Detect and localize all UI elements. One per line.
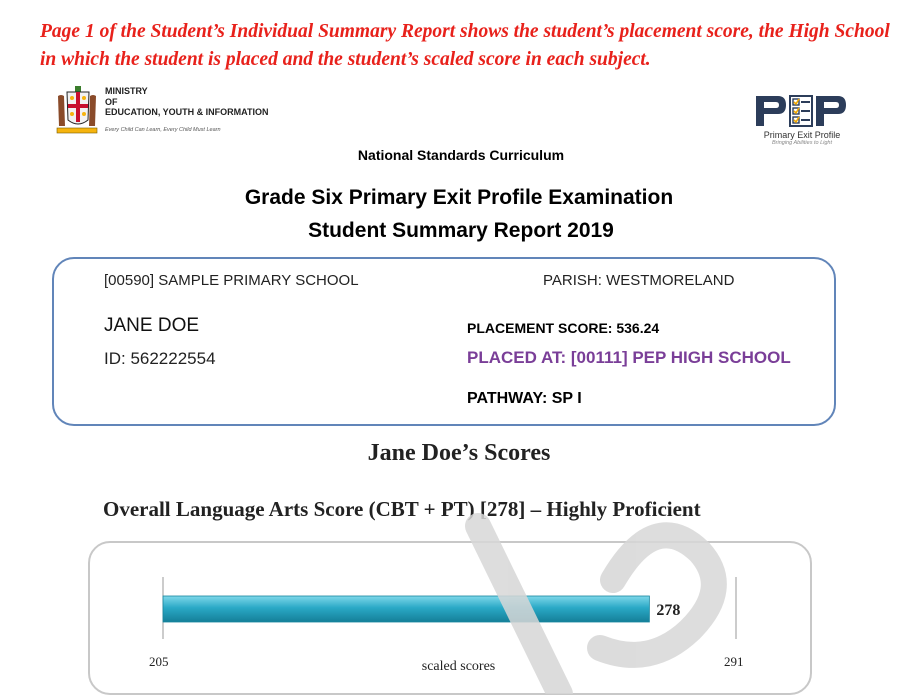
coat-of-arms-icon <box>55 84 99 140</box>
x-axis-label: scaled scores <box>421 659 496 674</box>
score-bar-chart <box>90 543 810 693</box>
pep-logo-label: Primary Exit Profile <box>763 130 841 140</box>
school-name: [00590] SAMPLE PRIMARY SCHOOL <box>104 272 359 289</box>
placement-score: PLACEMENT SCORE: 536.24 <box>467 320 660 336</box>
score-bar-value-label: 278 <box>656 602 681 619</box>
parish: PARISH: WESTMORELAND <box>543 272 735 289</box>
report-title-line-2: Student Summary Report 2019 <box>308 219 614 242</box>
ministry-line-1: MINISTRY <box>105 86 148 96</box>
axis-min-tick-label: 205 <box>149 654 169 669</box>
pathway: PATHWAY: SP I <box>467 390 582 407</box>
curriculum-label: National Standards Curriculum <box>357 147 565 163</box>
score-chart-frame <box>88 541 812 695</box>
intro-text: Page 1 of the Student’s Individual Summary Report shows the student’s placement score, the High School in which the student is placed and the student’s scaled score in each subject. <box>40 21 890 70</box>
ministry-logo <box>55 84 315 144</box>
student-info-card <box>52 257 836 426</box>
student-id: ID: 562222554 <box>104 349 216 368</box>
report-title-line-1: Grade Six Primary Exit Profile Examination <box>244 186 674 209</box>
ministry-line-3: EDUCATION, YOUTH & INFORMATION <box>105 107 269 117</box>
scores-heading: Jane Doe’s Scores <box>367 440 551 466</box>
placed-at: PLACED AT: [00111] PEP HIGH SCHOOL <box>467 348 791 367</box>
axis-max-tick-label: 291 <box>724 654 744 669</box>
pep-logo-icon <box>752 94 852 128</box>
pep-logo <box>752 94 852 150</box>
student-name: JANE DOE <box>104 315 200 336</box>
ministry-line-2: OF <box>105 96 118 107</box>
pep-logo-tagline: Bringing Abilities to Light <box>771 140 833 146</box>
score-bar <box>163 596 649 622</box>
overall-language-arts-heading: Overall Language Arts Score (CBT + PT) [278] – Highly Proficient <box>103 497 701 521</box>
ministry-motto: Every Child Can Learn, Every Child Must Learn <box>105 127 221 133</box>
